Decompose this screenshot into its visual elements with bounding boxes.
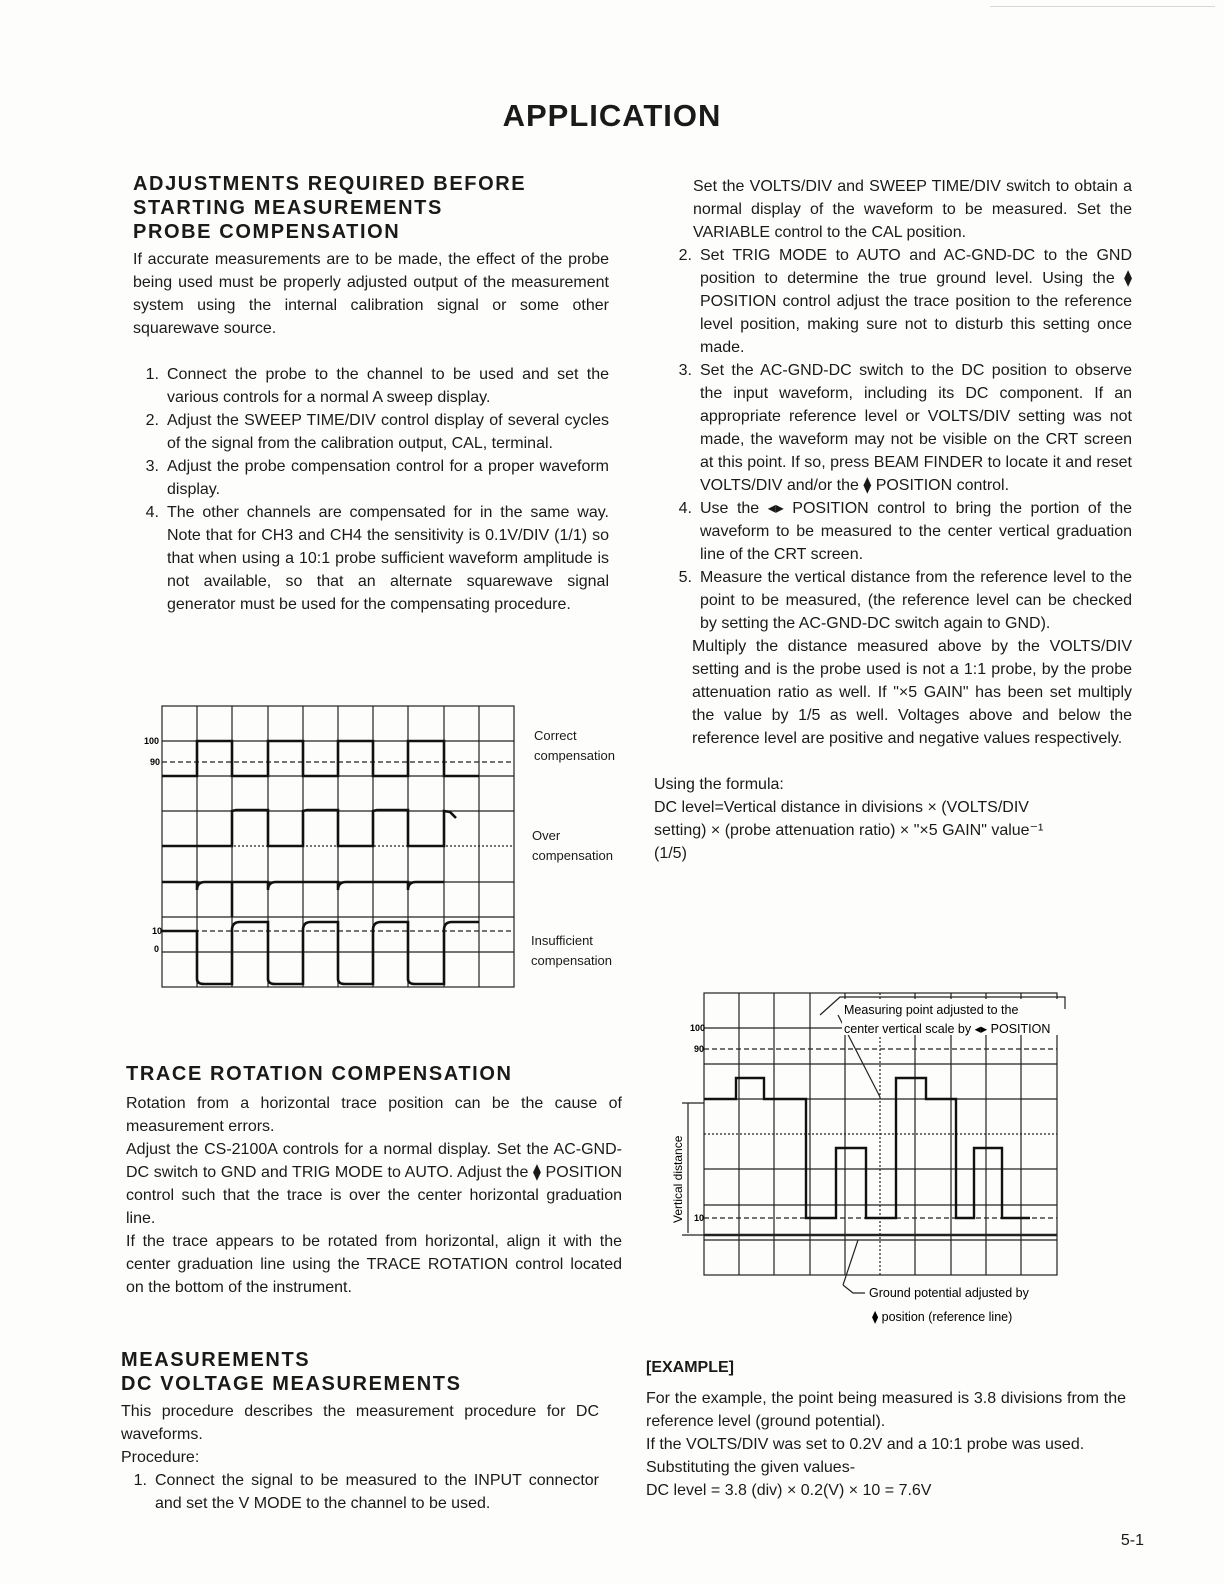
trace-rotation-paragraph: Rotation from a horizontal trace position can be the cause of measurement errors. [126,1095,622,1135]
page-number: 5-1 [1120,1532,1144,1549]
formula-block [654,773,1132,865]
trace-rotation-section [126,1062,622,1299]
caption-over-compensation: Over compensation [532,828,613,863]
example-line: If the VOLTS/DIV was set to 0.2V and a 10:1 probe was used. [646,1436,1085,1453]
scale-label-100: 100 [690,1023,706,1033]
formula-intro: Using the formula: [654,776,784,793]
multiply-paragraph: Multiply the distance measured above by the VOLTS/DIV setting and is the probe used is not a 1:1 probe, by the probe attenuation ratio as well. If "×5 GAIN" has been set multiply the value by 1/5 as well. Voltages above and below the reference level are positive and negative values respectively. [692,638,1132,747]
adjustments-intro: If accurate measurements are to be made, the effect of the probe being used must be properly adjusted output of the measurement system using the internal calibration signal or some other squarewave source. [133,251,609,337]
list-item: 1. Connect the probe to the channel to be used and set the various controls for a normal A sweep display. [145,366,609,406]
callout-ground-1: Ground potential adjusted by [869,1286,1029,1300]
trace-rotation-heading: TRACE ROTATION COMPENSATION [126,1063,513,1085]
example-result: DC level = 3.8 (div) × 0.2(V) × 10 = 7.6V [646,1482,932,1499]
adjustments-section [133,172,609,616]
adjustments-heading-1: ADJUSTMENTS REQUIRED BEFORE [133,173,527,195]
compensation-figure [140,700,530,995]
measurements-intro: This procedure describes the measurement procedure for DC waveforms. [121,1403,599,1443]
right-column-steps [654,175,1132,865]
correct-compensation-waveform [162,741,479,776]
dc-measurement-figure [660,985,1110,1335]
measurements-heading: MEASUREMENTS [121,1349,311,1371]
page-title: APPLICATION [502,98,722,133]
dc-voltage-heading: DC VOLTAGE MEASUREMENTS [121,1373,462,1395]
scale-label-10: 10 [694,1213,705,1223]
measurements-section [121,1348,599,1515]
page-top-rule [990,6,1215,7]
callout-measuring-point-1: Measuring point adjusted to the [844,1003,1019,1017]
example-line: Substituting the given values- [646,1459,856,1476]
scale-label-90: 90 [694,1044,705,1054]
formula-line: DC level=Vertical distance in divisions × (VOLTS/DIV [654,799,1029,816]
list-item: 2. Adjust the SWEEP TIME/DIV control display of several cycles of the signal from the calibration output, CAL, terminal. [145,412,609,452]
scale-label-100: 100 [144,736,160,746]
trace-rotation-paragraph: Adjust the CS-2100A controls for a normal display. Set the AC-GND-DC switch to GND and TRIG MODE to AUTO. Adjust the ⧫ POSITION control such that the trace is over the center horizontal graduation line. [126,1141,622,1227]
step1-continuation: Set the VOLTS/DIV and SWEEP TIME/DIV switch to obtain a normal display of the waveform to be measured. Set the VARIABLE control to the CAL position. [693,178,1132,241]
list-item: 2. Set TRIG MODE to AUTO and AC-GND-DC to the GND position to determine the true ground level. Using the ⧫ POSITION control adjust the trace position to the reference level position, making sure not to disturb this setting once made. [678,247,1132,356]
trace-rotation-paragraph: If the trace appears to be rotated from horizontal, align it with the center graduation line using the TRACE ROTATION control located on the bottom of the instrument. [126,1233,622,1296]
caption-correct-compensation: Correct compensation [534,728,615,763]
insufficient-compensation-waveform [162,922,479,984]
over-compensation-waveform [162,810,456,846]
callout-measuring-point-2: center vertical scale by ◂▸ POSITION [844,1022,1051,1036]
list-item: 3. Set the AC-GND-DC switch to the DC position to observe the input waveform, including its DC component. If an appropriate reference level or VOLTS/DIV setting was not made, the waveform may not be visible on the CRT screen at this point. If so, press BEAM FINDER to locate it and reset VOLTS/DIV and/or the ⧫ POSITION control. [678,362,1132,494]
ground-callout-bracket [843,1285,865,1293]
formula-line: setting) × (probe attenuation ratio) × "×5 GAIN" value⁻¹ [654,822,1044,839]
probe-compensation-heading: PROBE COMPENSATION [133,221,401,243]
list-item: 1. Connect the signal to be measured to the INPUT connector and set the V MODE to the channel to be used. [133,1472,599,1512]
procedure-label: Procedure: [121,1449,200,1466]
example-line: For the example, the point being measured is 3.8 divisions from the reference level (ground potential). [646,1390,1126,1430]
list-item: 5. Measure the vertical distance from the reference level to the point to be measured, (the reference level can be checked by setting the AC-GND-DC switch again to GND). [678,569,1132,632]
caption-insufficient-compensation: Insufficient compensation [531,933,612,968]
list-item: 4. Use the ◂▸ POSITION control to bring the portion of the waveform to be measured to the center vertical graduation line of the CRT screen. [678,500,1132,563]
example-section [646,1356,1126,1502]
list-item: 3. Adjust the probe compensation control for a proper waveform display. [145,458,609,498]
list-item: 4. The other channels are compensated for in the same way. Note that for CH3 and CH4 the sensitivity is 0.1V/DIV (1/1) so that when using a 10:1 probe sufficient waveform amplitude is not available, so that an alternate squarewave signal generator must be used for the compensating procedure. [145,504,609,613]
adjustments-heading-2: STARTING MEASUREMENTS [133,197,443,219]
scale-label-0: 0 [154,944,160,954]
vertical-distance-label: Vertical distance [671,1135,685,1223]
scale-label-10: 10 [152,926,163,936]
scale-label-90: 90 [150,757,161,767]
callout-ground-2: ⧫ position (reference line) [872,1310,1013,1324]
formula-line: (1/5) [654,845,687,862]
example-heading: [EXAMPLE] [646,1359,734,1376]
